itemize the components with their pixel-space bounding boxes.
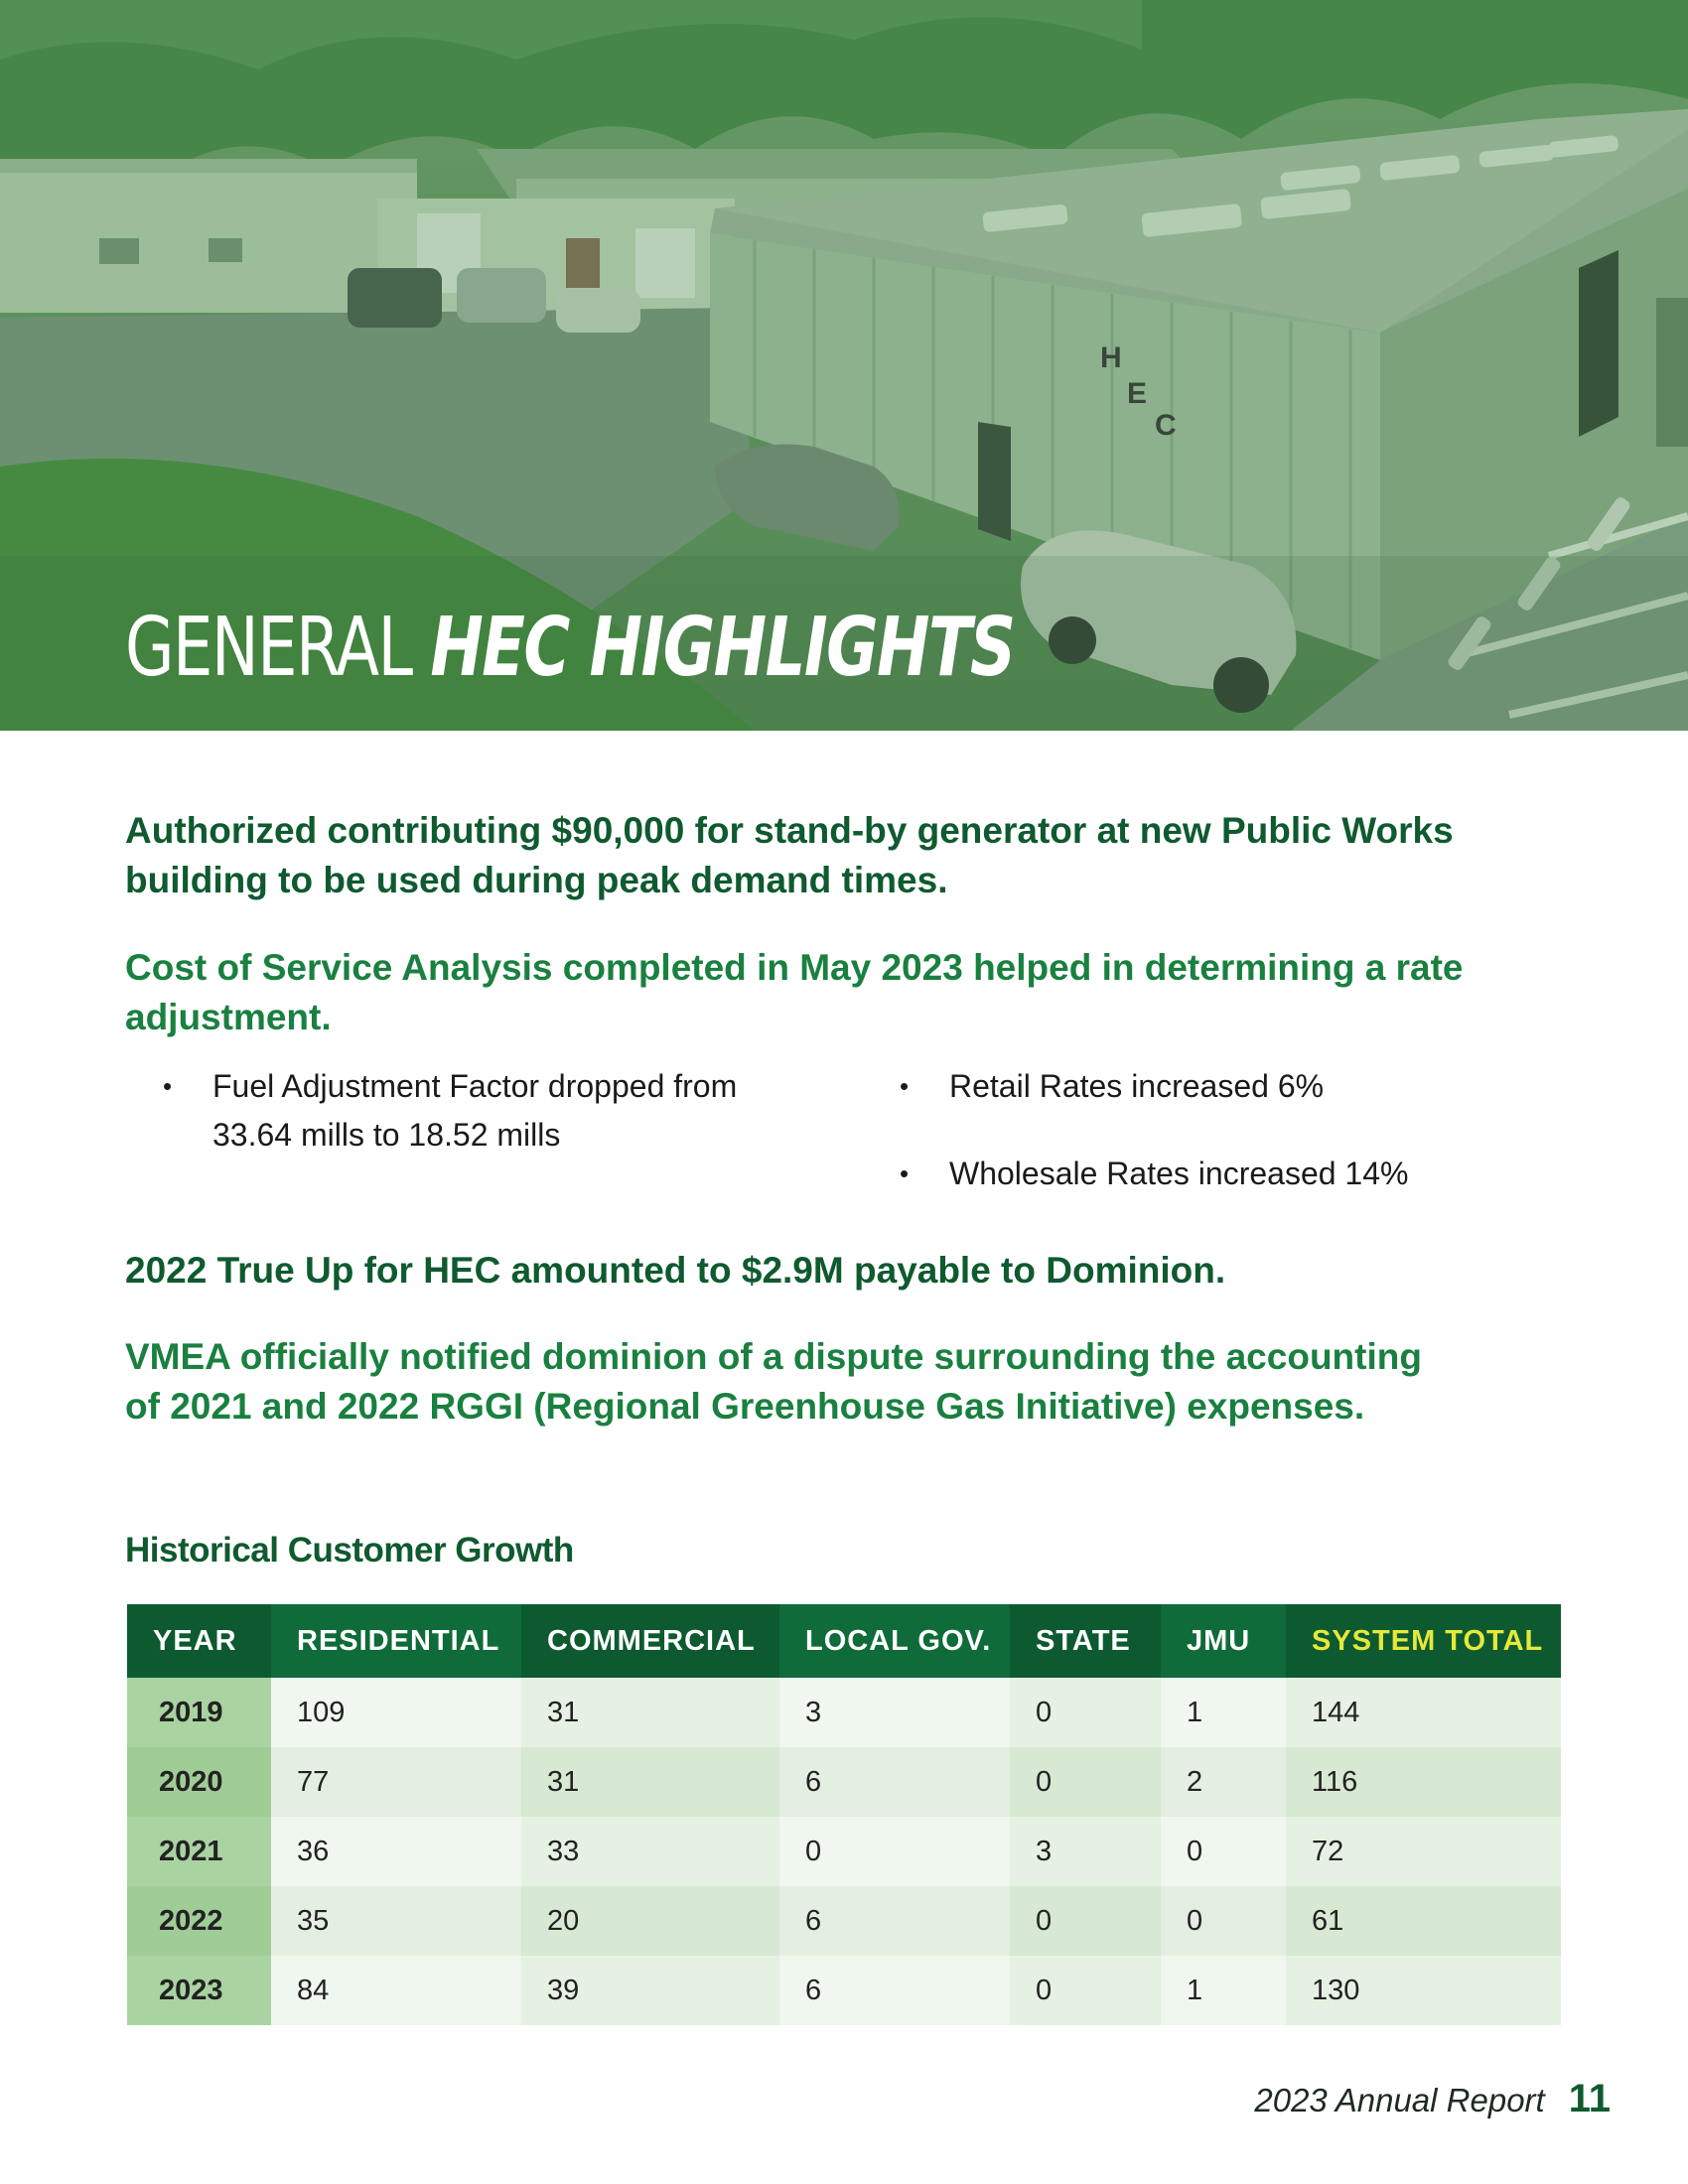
cell-local-gov: 0: [779, 1817, 1010, 1886]
cell-state: 0: [1010, 1678, 1161, 1747]
cell-system-total: 116: [1286, 1747, 1561, 1817]
cell-system-total: 130: [1286, 1956, 1561, 2025]
header-jmu: JMU: [1161, 1604, 1286, 1678]
cell-year: 2023: [127, 1956, 271, 2025]
cell-jmu: 0: [1161, 1886, 1286, 1956]
cell-year: 2019: [127, 1678, 271, 1747]
table-row: [127, 1747, 1561, 1817]
cell-local-gov: 6: [779, 1886, 1010, 1956]
cell-year: 2020: [127, 1747, 271, 1817]
cell-commercial: 33: [521, 1817, 779, 1886]
highlight-cost-of-service: Cost of Service Analysis completed in May 2023 helped in determining a rate adjustment.: [125, 947, 1464, 1037]
cell-state: 0: [1010, 1886, 1161, 1956]
cell-jmu: 2: [1161, 1747, 1286, 1817]
cell-residential: 77: [271, 1747, 521, 1817]
cell-state: 3: [1010, 1817, 1161, 1886]
cell-jmu: 0: [1161, 1817, 1286, 1886]
table-row: [127, 1678, 1561, 1747]
cell-local-gov: 6: [779, 1747, 1010, 1817]
bullet-wholesale-rates: • Wholesale Rates increased 14%: [900, 1150, 1515, 1198]
bullet-retail-rates: • Retail Rates increased 6%: [900, 1062, 1515, 1111]
cell-local-gov: 6: [779, 1956, 1010, 2025]
cell-system-total: 61: [1286, 1886, 1561, 1956]
page-title-bold: HEC HIGHLIGHTS: [430, 601, 1015, 695]
cell-commercial: 39: [521, 1956, 779, 2025]
page-number: 11: [1568, 2077, 1611, 2120]
table-title: Historical Customer Growth: [125, 1531, 574, 1570]
cell-jmu: 1: [1161, 1956, 1286, 2025]
highlight-true-up: 2022 True Up for HEC amounted to $2.9M payable to Dominion.: [125, 1250, 1226, 1291]
building-letter-e: E: [1127, 377, 1148, 410]
table-row: [127, 1886, 1561, 1956]
table-row: [127, 1817, 1561, 1886]
header-residential: RESIDENTIAL: [271, 1604, 521, 1678]
hero-banner: [0, 0, 1688, 731]
highlight-rggi-dispute: VMEA officially notified dominion of a dispute surrounding the accounting of 2021 and 2022 RGGI (Regional Greenhouse Gas Initiative) expenses.: [125, 1336, 1422, 1427]
cell-state: 0: [1010, 1747, 1161, 1817]
building-letter-h: H: [1100, 341, 1122, 374]
cell-jmu: 1: [1161, 1678, 1286, 1747]
table-row: [127, 1956, 1561, 2025]
header-state: STATE: [1010, 1604, 1161, 1678]
cell-residential: 35: [271, 1886, 521, 1956]
cell-residential: 84: [271, 1956, 521, 2025]
cell-residential: 36: [271, 1817, 521, 1886]
cell-commercial: 31: [521, 1747, 779, 1817]
page-title-light: GENERAL: [125, 601, 412, 695]
cell-system-total: 72: [1286, 1817, 1561, 1886]
cell-local-gov: 3: [779, 1678, 1010, 1747]
bullet-list-left: [163, 1062, 778, 1198]
building-letter-c: C: [1155, 409, 1177, 442]
header-year: YEAR: [127, 1604, 271, 1678]
cell-year: 2022: [127, 1886, 271, 1956]
header-local-gov: LOCAL GOV.: [779, 1604, 1010, 1678]
bullet-fuel-adjustment: • Fuel Adjustment Factor dropped from 33.64 mills to 18.52 mills: [163, 1062, 778, 1160]
cell-commercial: 20: [521, 1886, 779, 1956]
table-header-row: [127, 1604, 1561, 1678]
highlight-generator: Authorized contributing $90,000 for stand-by generator at new Public Works building to be used during peak demand times.: [125, 810, 1454, 900]
bullet-list-right: [900, 1062, 1515, 1237]
cell-residential: 109: [271, 1678, 521, 1747]
cell-commercial: 31: [521, 1678, 779, 1747]
customer-growth-table: [127, 1604, 1561, 2025]
cell-year: 2021: [127, 1817, 271, 1886]
header-system-total: SYSTEM TOTAL: [1286, 1604, 1561, 1678]
header-commercial: COMMERCIAL: [521, 1604, 779, 1678]
report-name: 2023 Annual Report: [1254, 2082, 1545, 2118]
cell-system-total: 144: [1286, 1678, 1561, 1747]
page-title: [125, 601, 1015, 695]
cell-state: 0: [1010, 1956, 1161, 2025]
page-footer: [1254, 2077, 1611, 2121]
